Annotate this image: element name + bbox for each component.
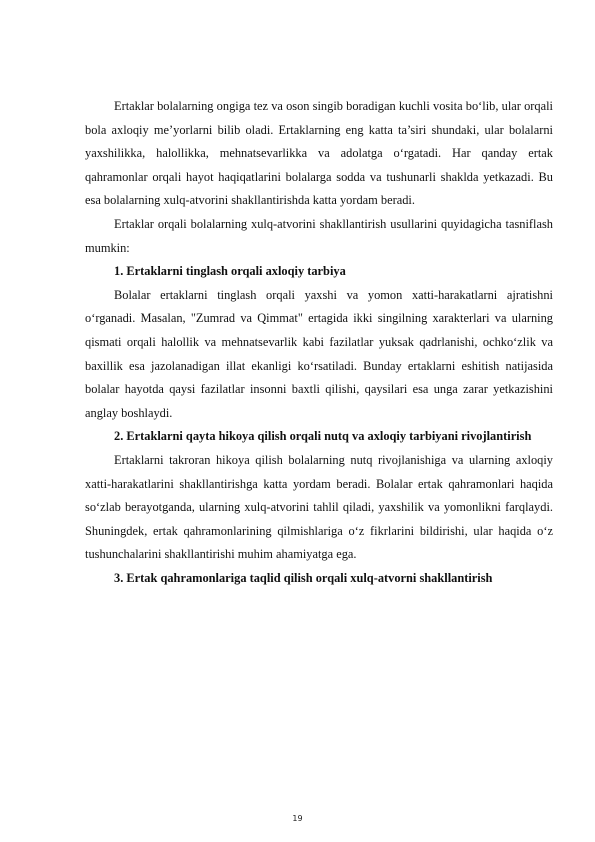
- page-number: 19: [292, 814, 303, 823]
- section-heading-2: 2. Ertaklarni qayta hikoya qilish orqali nutq va axloqiy tarbiyani rivojlantirish: [114, 429, 532, 444]
- paragraph-section-2: Ertaklarni takroran hikoya qilish bolalarning nutq rivojlanishiga va ularning axloqiy xatti-harakatlarini shakllantirishga katta yordam beradi. Bolalar ertak qahramonlari haqida so‘zlab berayotganda, ularning xulq-atvorini tahlil qiladi, yaxshilik va yomonlikni farqlaydi. Shuningdek, ertak qahramonlarining qilmishlariga o‘z fikrlarini bildirishi, ular haqida o‘z tushunchalarini shakllantirishi muhim ahamiyatga ega.: [85, 452, 553, 562]
- section-heading-3: 3. Ertak qahramonlariga taqlid qilish orqali xulq-atvorni shakllantirish: [114, 570, 493, 585]
- section-heading-1: 1. Ertaklarni tinglash orqali axloqiy tarbiya: [114, 264, 346, 279]
- paragraph-classification: Ertaklar orqali bolalarning xulq-atvorini shakllantirish usullarini quyidagicha tasniflash mumkin:: [85, 216, 553, 255]
- paragraph-intro: Ertaklar bolalarning ongiga tez va oson singib boradigan kuchli vosita bo‘lib, ular orqali bola axloqiy me’yorlarni bilib oladi. Ertaklarning eng katta ta’siri shundaki, ular bolalarni yaxshilikka, halollikka, mehnatsevarlikka va adolatga o‘rgatadi. Har qanday ertak qahramonlar orqali hayot haqiqatlarini bolalarga sodda va tushunarli shaklda yetkazadi. Bu esa bolalarning xulq-atvorini shakllantirishda katta yordam beradi.: [85, 99, 553, 208]
- document-body: [85, 95, 553, 590]
- paragraph-section-1: Bolalar ertaklarni tinglash orqali yaxshi va yomon xatti-harakatlarni ajratishni o‘rganadi. Masalan, "Zumrad va Qimmat" ertagida ikki singilning xarakterlari va ularning qismati orqali halollik va mehnatsevarlik kabi fazilatlar yuksak qadrlanishi, ochko‘zlik va baxillik esa jazolanadigan illat ekanligi ko‘rsatiladi. Bunday ertaklarni eshitish natijasida bolalar hayotda qaysi fazilatlar insonni baxtli qilishi, qaysilari esa unga zarar yetkazishini anglay boshlaydi.: [85, 287, 553, 420]
